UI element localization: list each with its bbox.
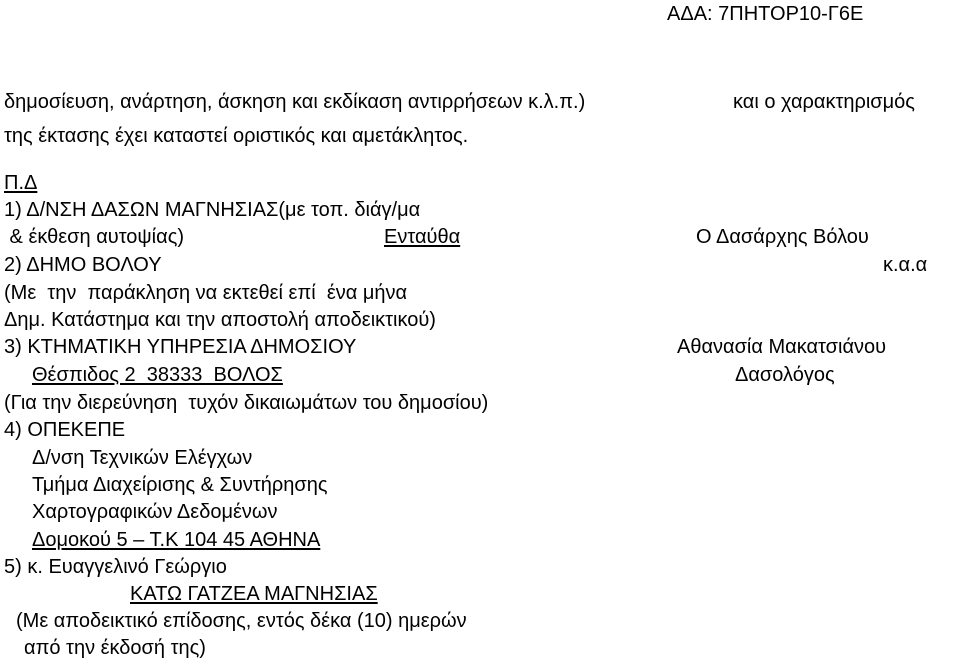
recipient-3-line-1: 3) ΚΤΗΜΑΤΙΚΗ ΥΠΗΡΕΣΙΑ ΔΗΜΟΣΙΟΥ (4, 336, 357, 358)
intro-line-2: της έκτασης έχει καταστεί οριστικός και αμετάκλητος. (4, 125, 469, 147)
recipient-4-line-1: 4) ΟΠΕΚΕΠΕ (4, 419, 126, 441)
recipient-5-line-3: (Με αποδεικτικό επίδοσης, εντός δέκα (10) ημερών (16, 610, 467, 632)
recipient-1-line-1: 1) Δ/ΝΣΗ ΔΑΣΩΝ ΜΑΓΝΗΣΙΑΣ(με τοπ. διάγ/μα (4, 199, 421, 221)
ada-code: ΑΔΑ: 7ΠΗΤΟΡ10-Γ6Ε (667, 3, 864, 25)
recipient-4-line-5: Δομοκού 5 – Τ.Κ 104 45 ΑΘΗΝΑ (32, 529, 321, 551)
recipient-5-line-4: από την έκδοσή της) (24, 637, 206, 659)
recipient-2-line-3: Δημ. Κατάστημα και την αποστολή αποδεικτικού) (4, 309, 436, 331)
recipients-heading: Π.Δ (4, 172, 38, 194)
recipient-5-line-1: 5) κ. Ευαγγελινό Γεώργιο (4, 556, 227, 578)
signature-name: Αθανασία Μακατσιάνου (677, 336, 887, 358)
recipient-3-line-2: Θέσπιδος 2 38333 ΒΟΛΟΣ (32, 364, 283, 386)
recipient-5-line-2: ΚΑΤΩ ΓΑΤΖΕΑ ΜΑΓΝΗΣΙΑΣ (130, 583, 378, 605)
recipient-2-line-1: 2) ΔΗΜΟ ΒΟΛΟΥ (4, 254, 162, 276)
recipient-3-line-3: (Για την διερεύνηση τυχόν δικαιωμάτων του δημοσίου) (4, 392, 489, 414)
recipient-4-line-4: Χαρτογραφικών Δεδομένων (32, 501, 278, 523)
intro-line-1-right: και ο χαρακτηρισμός (733, 91, 915, 113)
recipient-4-line-3: Τμήμα Διαχείρισης & Συντήρησης (32, 474, 328, 496)
signature-title: Ο Δασάρχης Βόλου (696, 226, 869, 248)
intro-line-1: δημοσίευση, ανάρτηση, άσκηση και εκδίκαση αντιρρήσεων κ.λ.π.) (4, 91, 586, 113)
signature-on-behalf: κ.α.α (883, 254, 928, 276)
recipient-4-line-2: Δ/νση Τεχνικών Ελέγχων (32, 447, 253, 469)
recipient-2-line-2: (Με την παράκληση να εκτεθεί επί ένα μήνα (4, 282, 408, 304)
signature-role: Δασολόγος (735, 364, 835, 386)
recipient-1-line-2: & έκθεση αυτοψίας) (4, 226, 184, 248)
recipient-1-local: Ενταύθα (384, 226, 461, 248)
